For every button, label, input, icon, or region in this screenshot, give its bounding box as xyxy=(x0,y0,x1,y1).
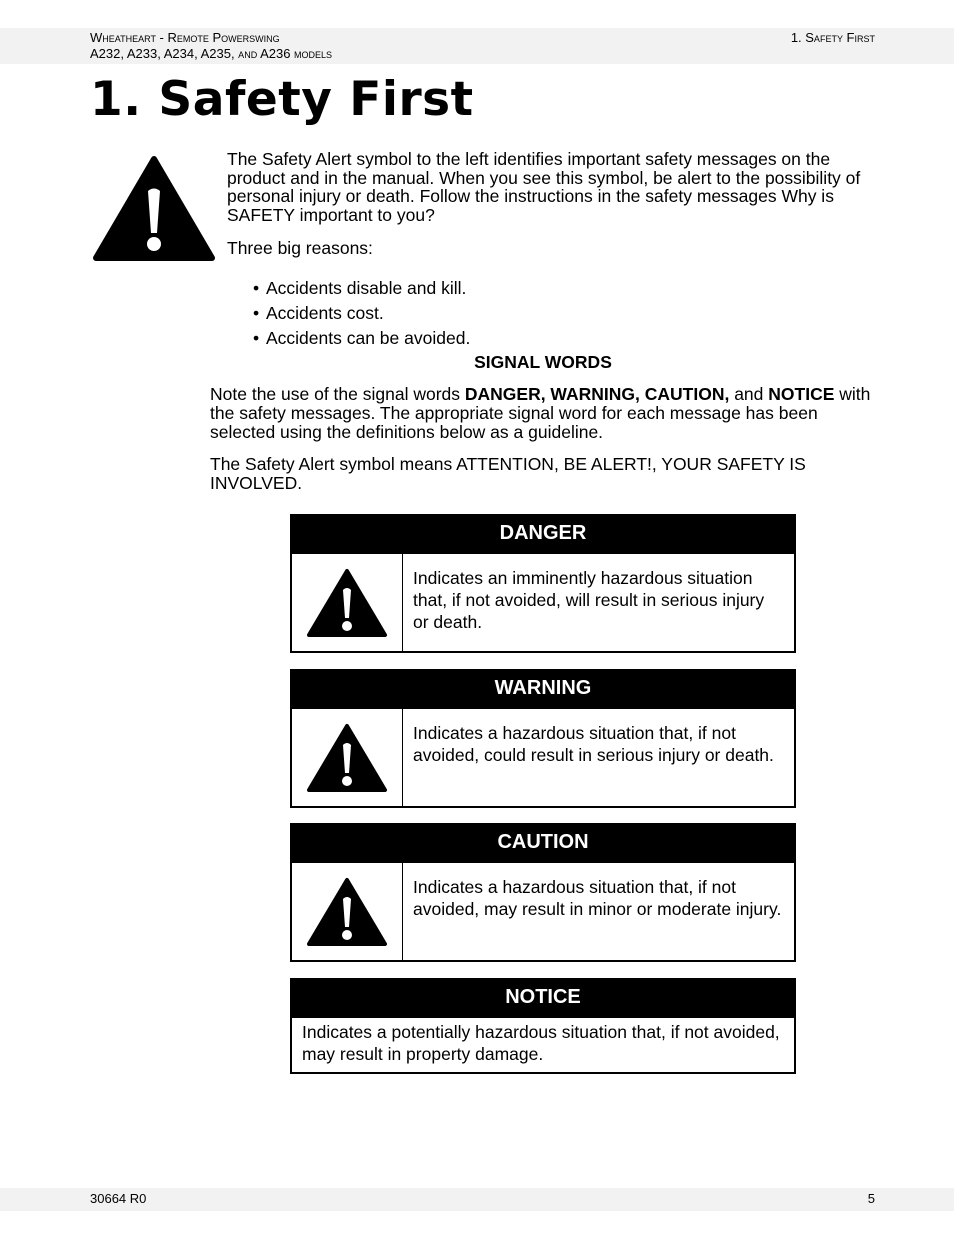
danger-alert-icon xyxy=(292,554,403,651)
safety-alert-icon xyxy=(93,155,215,262)
danger-description: Indicates an imminently hazardous situation that, if not avoided, will result in serious injury or death. xyxy=(413,568,765,632)
danger-box xyxy=(290,514,796,653)
header-section: 1. Safety First xyxy=(790,30,875,45)
caution-box xyxy=(290,823,796,962)
page-footer xyxy=(0,1188,954,1211)
danger-label: DANGER xyxy=(292,516,794,554)
warning-description: Indicates a hazardous situation that, if not avoided, could result in serious injury or death. xyxy=(413,723,774,765)
document-id: 30664 R0 xyxy=(90,1191,147,1206)
list-item: • Accidents can be avoided. xyxy=(253,329,470,354)
caution-alert-icon xyxy=(292,863,403,960)
list-item: • Accidents disable and kill. xyxy=(253,279,470,304)
signal-words-heading: SIGNAL WORDS xyxy=(474,352,612,372)
notice-description: Indicates a potentially hazardous situation that, if not avoided, may result in property damage. xyxy=(302,1022,780,1064)
warning-box xyxy=(290,669,796,808)
warning-alert-icon xyxy=(292,709,403,806)
header-line-1: Wheatheart - Remote Powerswing xyxy=(90,30,280,45)
header-line-2: A232, A233, A234, A235, and A236 models xyxy=(90,46,333,61)
header-document-title xyxy=(90,30,332,62)
notice-box xyxy=(290,978,796,1074)
page-title: 1. Safety First xyxy=(90,72,474,127)
intro-paragraph: The Safety Alert symbol to the left identifies important safety messages on the product and in the manual. When you see this symbol, be alert to the possibility of personal injury or death. Follow the instructions in the safety messages Why is SAFETY important to you? xyxy=(227,149,861,225)
warning-label: WARNING xyxy=(292,671,794,709)
caution-description: Indicates a hazardous situation that, if not avoided, may result in minor or moderate injury. xyxy=(413,877,782,919)
reasons-list xyxy=(253,279,470,354)
page-number: 5 xyxy=(867,1191,875,1206)
signal-words-paragraph: Note the use of the signal words DANGER, WARNING, CAUTION, and NOTICE with the safety messages. The appropriate signal word for each message has been selected using the definitions below as a guideline. xyxy=(210,384,871,442)
caution-label: CAUTION xyxy=(292,825,794,863)
reasons-lead: Three big reasons: xyxy=(227,238,373,258)
page-header xyxy=(0,28,954,64)
list-item: • Accidents cost. xyxy=(253,304,470,329)
notice-label: NOTICE xyxy=(292,980,794,1018)
safety-alert-meaning: The Safety Alert symbol means ATTENTION, BE ALERT!, YOUR SAFETY IS INVOLVED. xyxy=(210,454,806,493)
